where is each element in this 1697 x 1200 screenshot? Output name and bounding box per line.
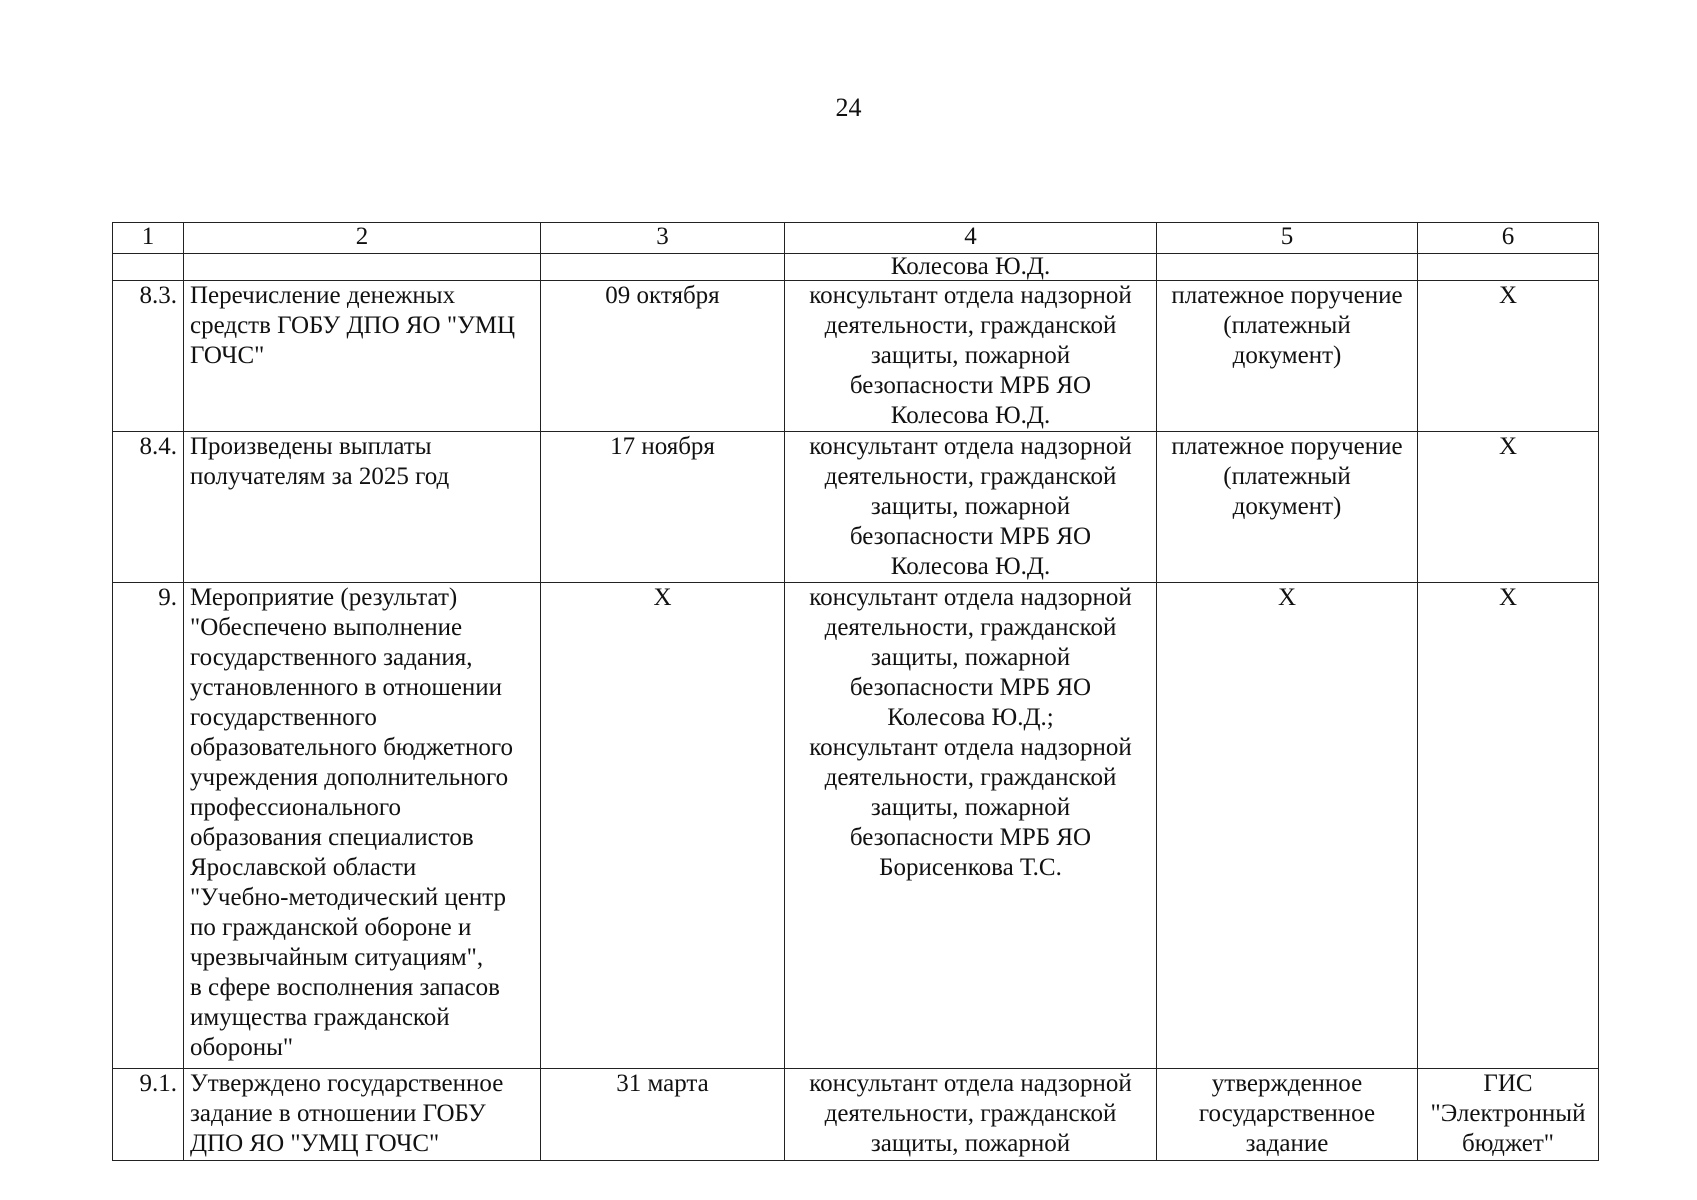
table-row [113,583,1599,1069]
item-number: 9. [113,583,184,1069]
item-system [1418,254,1599,281]
item-system: Х [1418,432,1599,583]
table-row [113,432,1599,583]
item-name: Произведены выплаты получателям за 2025 год [184,432,541,583]
item-system: Х [1418,281,1599,432]
item-responsible: консультант отдела надзорной деятельности, гражданской защиты, пожарной безопасности МРБ ЯО Колесова Ю.Д. [785,432,1157,583]
item-number: 8.3. [113,281,184,432]
column-number-2: 2 [184,223,541,254]
item-name: Перечисление денежных средств ГОБУ ДПО ЯО "УМЦ ГОЧС" [184,281,541,432]
item-date: Х [541,583,785,1069]
column-number-3: 3 [541,223,785,254]
item-document: утвержденное государственное задание [1157,1069,1418,1161]
column-number-4: 4 [785,223,1157,254]
plan-table [112,222,1599,1161]
item-date: 17 ноября [541,432,785,583]
item-responsible: консультант отдела надзорной деятельности, гражданской защиты, пожарной [785,1069,1157,1161]
item-document: платежное поручение (платежный документ) [1157,281,1418,432]
item-responsible: консультант отдела надзорной деятельности, гражданской защиты, пожарной безопасности МРБ ЯО Колесова Ю.Д.; консультант отдела надзорной деятельности, гражданской защиты, пожарной безопасности МРБ ЯО Борисенкова Т.С. [785,583,1157,1069]
item-number [113,254,184,281]
item-number: 9.1. [113,1069,184,1161]
item-number: 8.4. [113,432,184,583]
item-document [1157,254,1418,281]
table-row [113,281,1599,432]
item-name [184,254,541,281]
item-date: 09 октября [541,281,785,432]
item-document: Х [1157,583,1418,1069]
item-responsible: Колесова Ю.Д. [785,254,1157,281]
column-number-6: 6 [1418,223,1599,254]
continuation-row [113,254,1599,281]
table-row [113,1069,1599,1161]
item-date: 31 марта [541,1069,785,1161]
column-number-1: 1 [113,223,184,254]
column-number-5: 5 [1157,223,1418,254]
page-number: 24 [835,93,862,122]
item-name: Мероприятие (результат) "Обеспечено выполнение государственного задания, установленного в отношении государственного образовательного бюджетного учреждения дополнительного профессионального образования специалистов Ярославской области "Учебно-методический центр по гражданской обороне и чрезвычайным ситуациям", в сфере восполнения запасов имущества гражданской обороны" [184,583,541,1069]
item-date [541,254,785,281]
item-document: платежное поручение (платежный документ) [1157,432,1418,583]
item-system: ГИС "Электронный бюджет" [1418,1069,1599,1161]
item-responsible: консультант отдела надзорной деятельности, гражданской защиты, пожарной безопасности МРБ ЯО Колесова Ю.Д. [785,281,1157,432]
item-system: Х [1418,583,1599,1069]
item-name: Утверждено государственное задание в отношении ГОБУ ДПО ЯО "УМЦ ГОЧС" [184,1069,541,1161]
column-number-row [113,223,1599,254]
